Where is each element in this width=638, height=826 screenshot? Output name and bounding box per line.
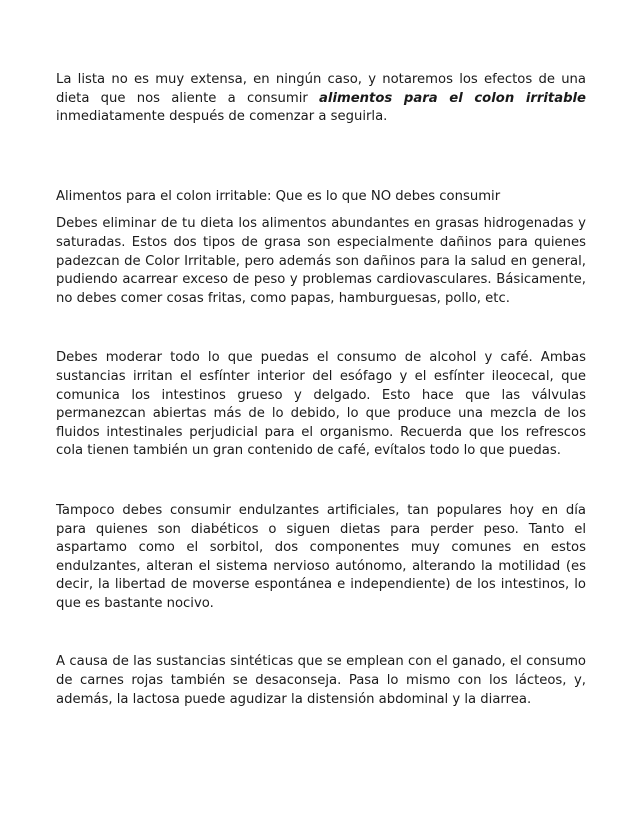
intro-emphasis: alimentos para el colon irritable (319, 90, 586, 106)
intro-text-after: inmediatamente después de comenzar a seguirla. (56, 109, 388, 125)
paragraph-carnes-lacteos: A causa de las sustancias sintéticas que se emplean con el ganado, el consumo de carnes rojas también se desaconseja. Pasa lo mismo con los lácteos, y, además, la lactosa puede agudizar la distensión abdominal y la diarrea. (56, 654, 586, 707)
intro-text-before: La lista no es muy extensa, en ningún caso, y notaremos los efectos de una dieta que nos aliente a consumir (56, 72, 586, 106)
paragraph-endulzantes: Tampoco debes consumir endulzantes artificiales, tan populares hoy en día para quienes son diabéticos o siguen dietas para perder peso. Tanto el aspartamo como el sorbitol, dos componentes muy comunes en estos endulzantes, alteran el sistema nervioso autónomo, alterando la motilidad (es decir, la libertad de moverse espontánea e independiente) de los intestinos, lo que es bastante nocivo. (56, 502, 586, 611)
section-heading: Alimentos para el colon irritable: Que es lo que NO debes consumir (56, 188, 501, 204)
paragraph-alcohol-cafe: Debes moderar todo lo que puedas el consumo de alcohol y café. Ambas sustancias irritan el esfínter interior del esófago y el esfínter ileocecal, que comunica los intestinos grueso y delgado. Esto hace que las válvulas permanezcan abiertas más de lo debido, lo que produce una mezcla de los fluidos intestinales perjudicial para el organismo. Recuerda que los refrescos cola tienen también un gran contenido de café, evítalos todo lo que puedas. (56, 350, 586, 459)
document-page (56, 71, 586, 709)
intro-paragraph (56, 71, 586, 127)
paragraph-grasas: Debes eliminar de tu dieta los alimentos abundantes en grasas hidrogenadas y saturadas. Estos dos tipos de grasa son especialmente dañinos para quienes padezcan de Color Irritable, pero además son dañinos para la salud en general, pudiendo acarrear exceso de peso y problemas cardiovasculares. Básicamente, no debes comer cosas fritas, como papas, hamburguesas, pollo, etc. (56, 216, 586, 306)
